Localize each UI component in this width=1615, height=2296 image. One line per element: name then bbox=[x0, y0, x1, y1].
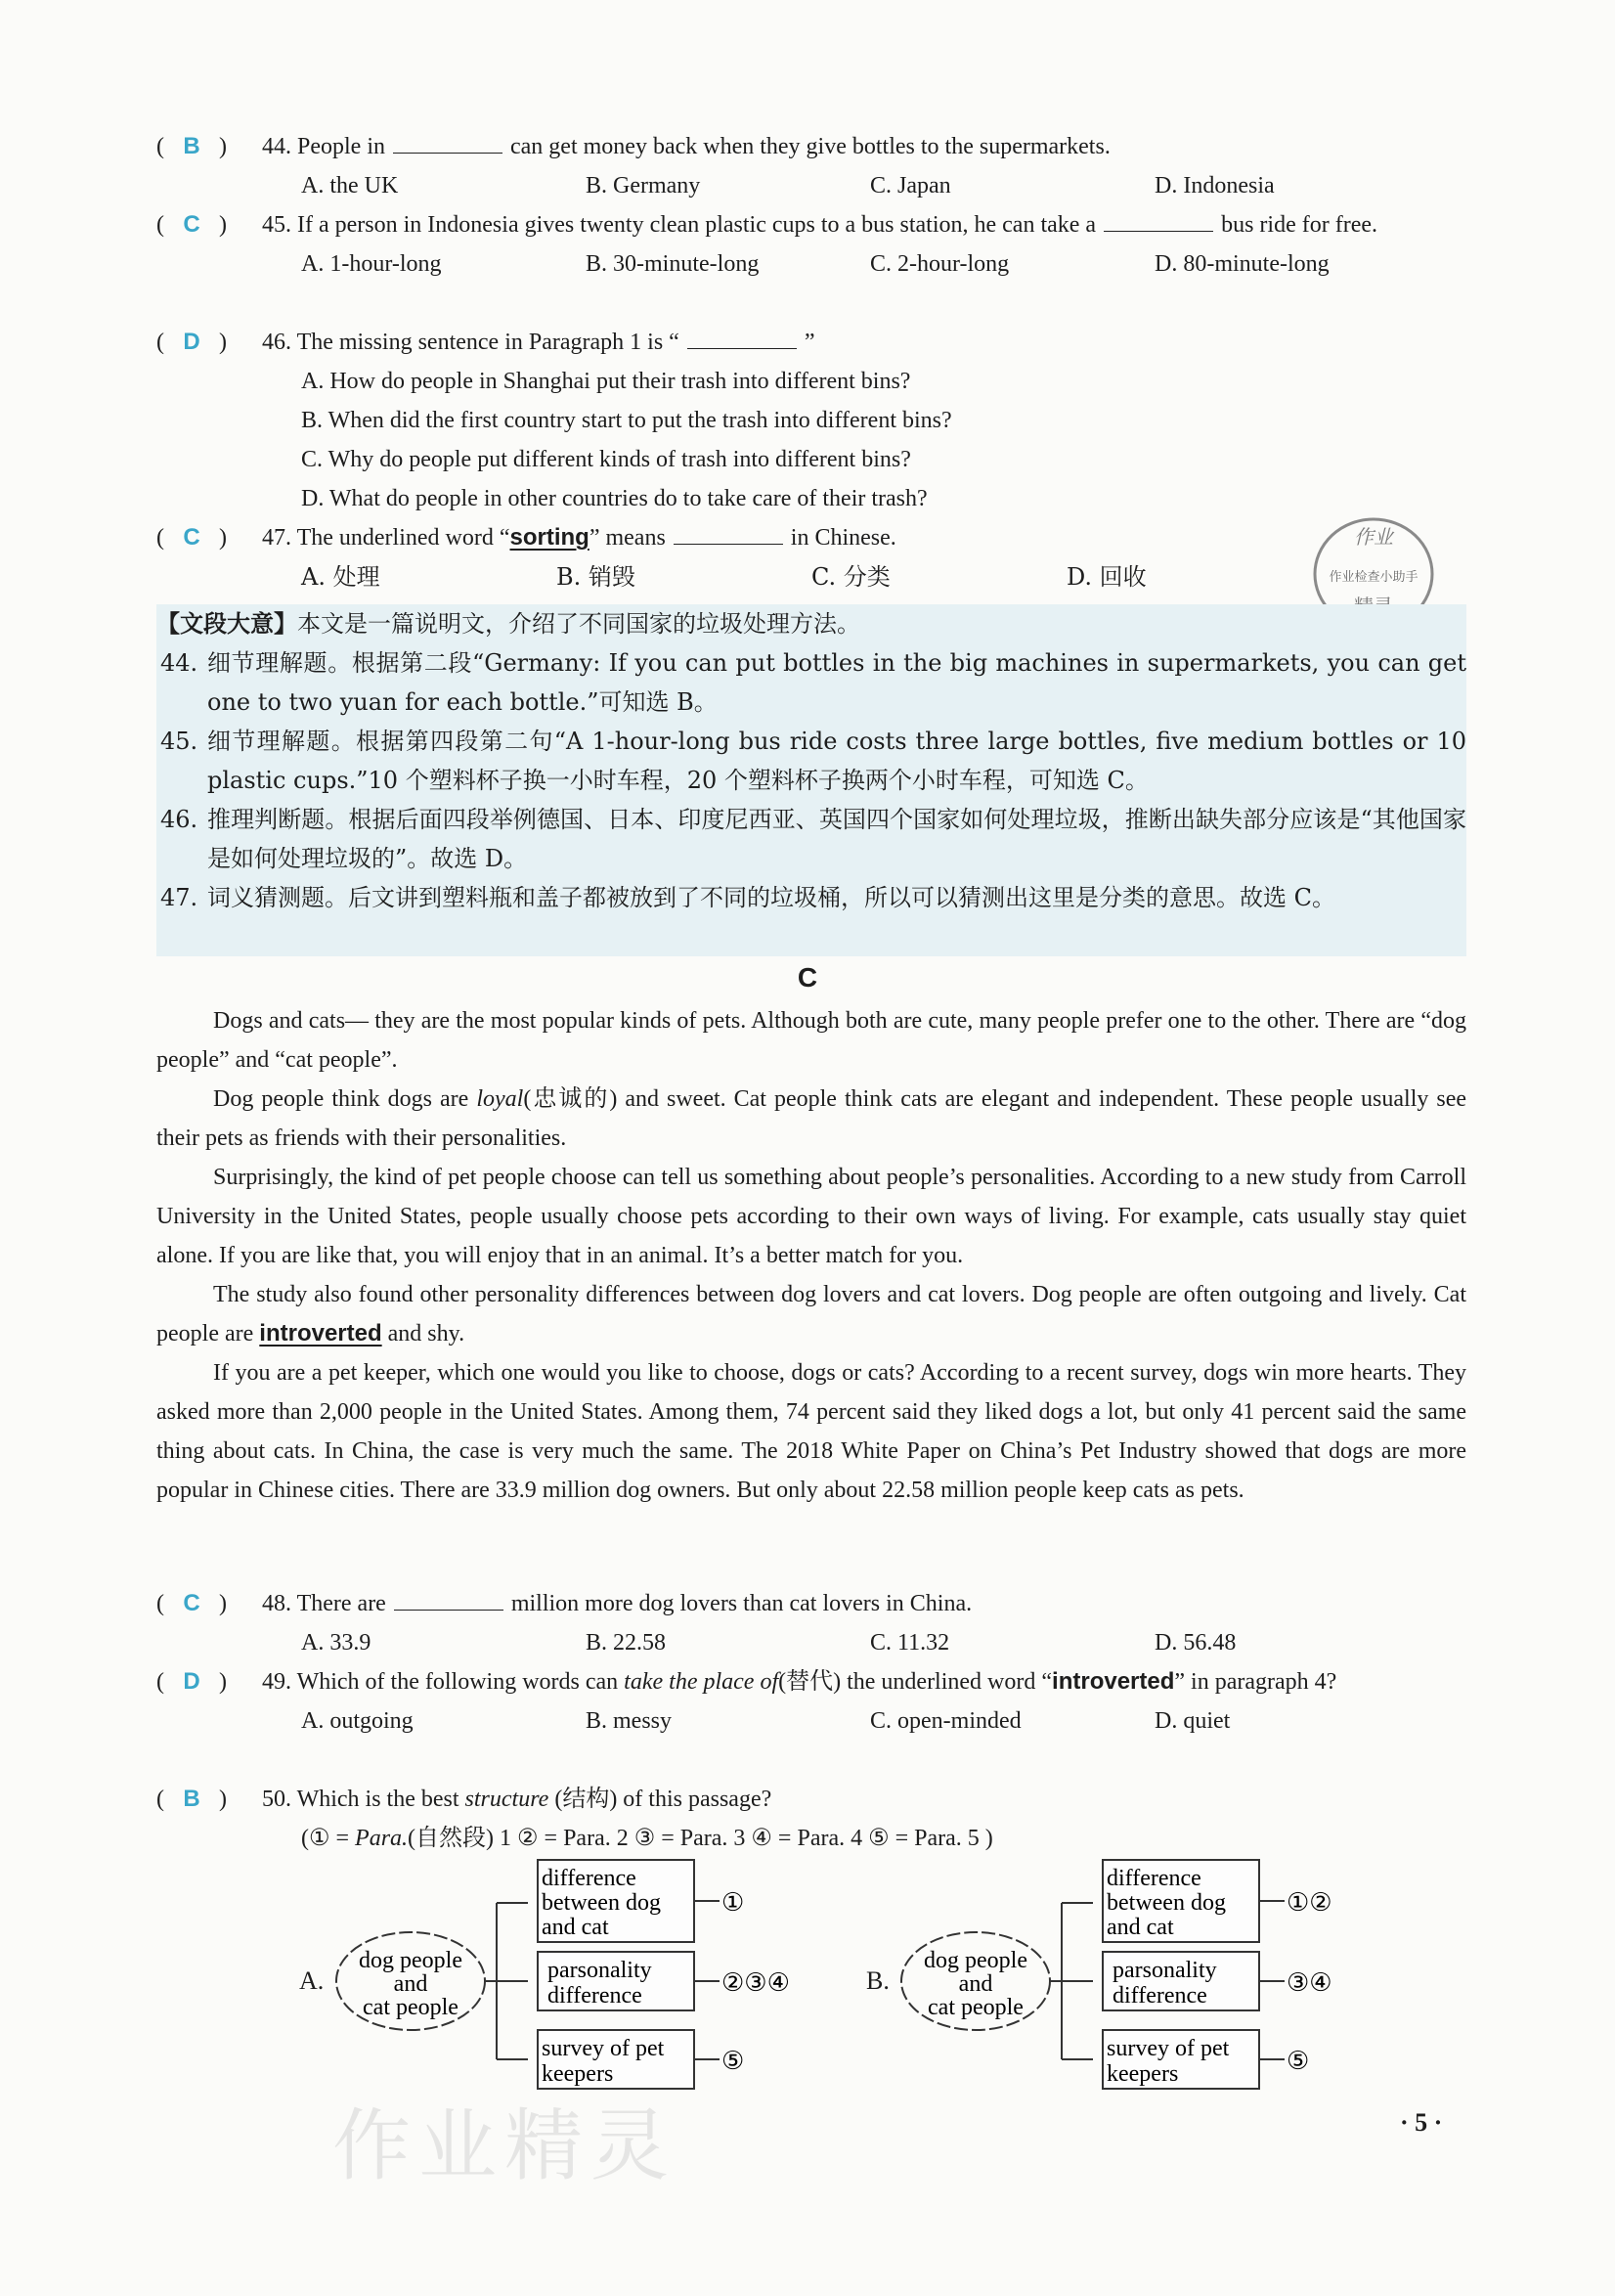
answer-46: D bbox=[183, 329, 200, 355]
italic-phrase: take the place of bbox=[624, 1669, 779, 1695]
stem-text: (结构) of this passage? bbox=[554, 1787, 772, 1812]
box-line: and cat bbox=[1107, 1915, 1174, 1940]
center-line: cat people bbox=[928, 1995, 1024, 2020]
center-line: and bbox=[393, 1971, 428, 1997]
para-mark: ⑤ bbox=[1287, 2047, 1310, 2076]
option-d: D. 56.48 bbox=[1155, 1630, 1237, 1656]
center-line: dog people bbox=[924, 1948, 1027, 1973]
question-number: 48. bbox=[262, 1591, 291, 1616]
stem-text: ” bbox=[804, 330, 815, 355]
analysis-num: 45. bbox=[160, 728, 198, 755]
answer-44: B bbox=[183, 133, 200, 159]
analysis-summary-text: 本文是一篇说明文，介绍了不同国家的垃圾处理方法。 bbox=[297, 610, 860, 638]
stem-text: bus ride for free. bbox=[1221, 212, 1378, 238]
option-a: A. 处理 bbox=[301, 563, 380, 591]
stem-text: ” means bbox=[589, 525, 666, 551]
question-number: 44. bbox=[262, 134, 291, 159]
analysis-text: 词义猜测题。后文讲到塑料瓶和盖子都被放到了不同的垃圾桶，所以可以猜测出这里是分类的意思。故选 C。 bbox=[207, 884, 1335, 911]
answer-49: D bbox=[183, 1668, 200, 1695]
answer-paren: ( B ) bbox=[156, 127, 262, 166]
stamp-top-text: 作业 bbox=[1354, 525, 1393, 549]
box-line: between dog bbox=[542, 1890, 661, 1916]
analysis-text: 细节理解题。根据第四段第二句“A 1-hour-long bus ride costs three large bottles, five medium bottles or 10 plastic cups.”10 个塑料杯子换一小时车程，20 个塑料杯子换两个小时车程，可知选 C。 bbox=[207, 728, 1466, 794]
option-d: D. Indonesia bbox=[1155, 173, 1275, 199]
stem-text: in Chinese. bbox=[790, 525, 896, 551]
legend-text: (① = bbox=[301, 1826, 356, 1851]
analysis-num: 46. bbox=[160, 806, 198, 833]
answer-48: C bbox=[183, 1590, 200, 1616]
option-d: D. What do people in other countries do to take care of their trash? bbox=[301, 486, 928, 511]
box-line: keepers bbox=[542, 2061, 614, 2087]
paragraph-text: and shy. bbox=[387, 1321, 465, 1347]
option-b: B. Germany bbox=[586, 173, 701, 199]
center-line: dog people bbox=[359, 1948, 462, 1973]
answer-50: B bbox=[183, 1786, 200, 1812]
option-a: A. How do people in Shanghai put their trash into different bins? bbox=[301, 369, 911, 394]
answer-paren: ( C ) bbox=[156, 205, 262, 244]
option-a: A. 33.9 bbox=[301, 1630, 371, 1656]
answer-paren: ( C ) bbox=[156, 518, 262, 557]
stem-text: Which is the best bbox=[296, 1787, 459, 1812]
option-c: C. 分类 bbox=[811, 563, 891, 591]
option-c: C. Japan bbox=[870, 173, 951, 199]
stem-text: The underlined word “ bbox=[296, 525, 510, 551]
italic-word: structure bbox=[464, 1787, 549, 1812]
option-d: D. quiet bbox=[1155, 1708, 1231, 1734]
box-line: survey of pet bbox=[1107, 2036, 1230, 2061]
stem-text: Which of the following words can bbox=[296, 1669, 619, 1695]
box-line: parsonality bbox=[1113, 1958, 1217, 1983]
answer-paren: ( C ) bbox=[156, 1584, 262, 1623]
paragraph-1: Dogs and cats— they are the most popular kinds of pets. Although both are cute, many people prefer one to the other. There are “dog people” and “cat people”. bbox=[156, 1008, 1466, 1073]
box-line: and cat bbox=[542, 1915, 609, 1940]
option-c: C. Why do people put different kinds of trash into different bins? bbox=[301, 447, 911, 472]
stem-text: ” in paragraph 4? bbox=[1174, 1669, 1337, 1695]
box-line: survey of pet bbox=[542, 2036, 665, 2061]
legend-italic: Para. bbox=[355, 1826, 409, 1851]
page-number: · 5 · bbox=[1400, 2108, 1443, 2137]
center-line: cat people bbox=[363, 1995, 458, 2020]
watermark: 作业精灵 bbox=[332, 2100, 677, 2191]
para-mark: ②③④ bbox=[721, 1968, 790, 1998]
option-b: B. When did the first country start to put the trash into different bins? bbox=[301, 408, 952, 433]
question-number: 46. bbox=[262, 330, 291, 355]
option-c: C. 2-hour-long bbox=[870, 251, 1010, 277]
box-line: parsonality bbox=[547, 1958, 652, 1983]
diagram-a bbox=[299, 1860, 790, 2089]
para-mark: ① bbox=[721, 1888, 745, 1918]
para-mark: ③④ bbox=[1287, 1968, 1332, 1998]
italic-word: loyal bbox=[476, 1086, 524, 1112]
answer-47: C bbox=[183, 524, 200, 551]
underlined-keyword: introverted bbox=[259, 1320, 382, 1347]
paragraph-5: If you are a pet keeper, which one would you like to choose, dogs or cats? According to a recent survey, dogs win more hearts. They asked more than 2,000 people in the United States. Among them, 74 percent said they liked dogs a lot, but only 41 percent said the same thing about cats. In China, the case is very much the same. The 2018 White Paper on China’s Pet Industry showed that dogs are more popular in Chinese cities. There are 33.9 million dog owners. But only about 22.58 million people keep cats as pets. bbox=[156, 1360, 1466, 1503]
option-c: C. 11.32 bbox=[870, 1630, 950, 1656]
para-mark: ⑤ bbox=[721, 2047, 745, 2076]
stem-text: can get money back when they give bottles to the supermarkets. bbox=[510, 134, 1111, 159]
keyword: introverted bbox=[1052, 1668, 1175, 1695]
box-line: between dog bbox=[1107, 1890, 1226, 1916]
analysis-text: 细节理解题。根据第二段“Germany: If you can put bottles in the big machines in supermarkets, you can get one to two yuan for each bottle.”可知选 B。 bbox=[207, 649, 1466, 716]
box-line: difference bbox=[547, 1983, 642, 2009]
paragraph-text: The study also found other personality differences between dog lovers and cat lovers. Dog people are often outgoing and lively. Cat people are bbox=[156, 1282, 1466, 1347]
section-title: C bbox=[797, 962, 818, 993]
option-b: B. 30-minute-long bbox=[586, 251, 760, 277]
stem-text: million more dog lovers than cat lovers in China. bbox=[510, 1591, 973, 1616]
option-c: C. open-minded bbox=[870, 1708, 1022, 1734]
analysis-num: 47. bbox=[160, 884, 198, 911]
center-line: and bbox=[958, 1971, 993, 1997]
answer-paren: ( B ) bbox=[156, 1780, 262, 1819]
option-b: B. 22.58 bbox=[586, 1630, 667, 1656]
option-b: B. messy bbox=[586, 1708, 673, 1734]
diagram-b bbox=[866, 1860, 1332, 2089]
legend-text: (自然段) 1 ② = Para. 2 ③ = Para. 3 ④ = Para. 4 ⑤ = Para. 5 ) bbox=[408, 1826, 993, 1851]
option-a: A. the UK bbox=[301, 173, 399, 199]
option-a: A. outgoing bbox=[301, 1708, 414, 1734]
stem-text: People in bbox=[297, 134, 385, 159]
analysis-num: 44. bbox=[160, 649, 198, 677]
question-number: 45. bbox=[262, 212, 291, 238]
box-line: difference bbox=[1107, 1866, 1201, 1891]
paragraph-text: Dog people think dogs are bbox=[213, 1086, 469, 1112]
para-mark: ①② bbox=[1287, 1888, 1332, 1918]
paragraph-3: Surprisingly, the kind of pet people choose can tell us something about people’s personalities. According to a new study from Carroll University in the United States, people usually choose pets according to their own ways of living. For example, cats usually stay quiet alone. If you are like that, you will enjoy that in an animal. It’s a better match for you. bbox=[156, 1165, 1466, 1268]
question-number: 49. bbox=[262, 1669, 291, 1695]
answer-paren: ( D ) bbox=[156, 1662, 262, 1701]
diagram-label: B. bbox=[866, 1966, 890, 1995]
option-d: D. 回收 bbox=[1067, 563, 1147, 591]
box-line: difference bbox=[542, 1866, 636, 1891]
stem-text: There are bbox=[296, 1591, 386, 1616]
box-line: keepers bbox=[1107, 2061, 1179, 2087]
option-d: D. 80-minute-long bbox=[1155, 251, 1330, 277]
analysis-text: 推理判断题。根据后面四段举例德国、日本、印度尼西亚、英国四个国家如何处理垃圾，推断出缺失部分应该是“其他国家是如何处理垃圾的”。故选 D。 bbox=[207, 806, 1466, 872]
answer-paren: ( D ) bbox=[156, 323, 262, 362]
underlined-keyword: sorting bbox=[509, 524, 589, 551]
option-a: A. 1-hour-long bbox=[301, 251, 442, 277]
question-number: 47. bbox=[262, 525, 291, 551]
diagram-label: A. bbox=[299, 1966, 325, 1995]
analysis-header: 【文段大意】 bbox=[156, 610, 297, 638]
answer-45: C bbox=[183, 211, 200, 238]
box-line: difference bbox=[1113, 1983, 1207, 2009]
paragraph-text: (忠诚的) and sweet. Cat people think cats are elegant and independent. These people usually see their pets as friends with their personalities. bbox=[156, 1086, 1467, 1151]
stem-text: The missing sentence in Paragraph 1 is “ bbox=[296, 330, 679, 355]
stamp-middle-text: 作业检查小助手 bbox=[1329, 570, 1419, 585]
stem-text: If a person in Indonesia gives twenty clean plastic cups to a bus station, he can take a bbox=[297, 212, 1097, 238]
question-number: 50. bbox=[262, 1787, 291, 1812]
stem-text: (替代) the underlined word “ bbox=[778, 1669, 1053, 1695]
option-b: B. 销毁 bbox=[556, 563, 635, 591]
